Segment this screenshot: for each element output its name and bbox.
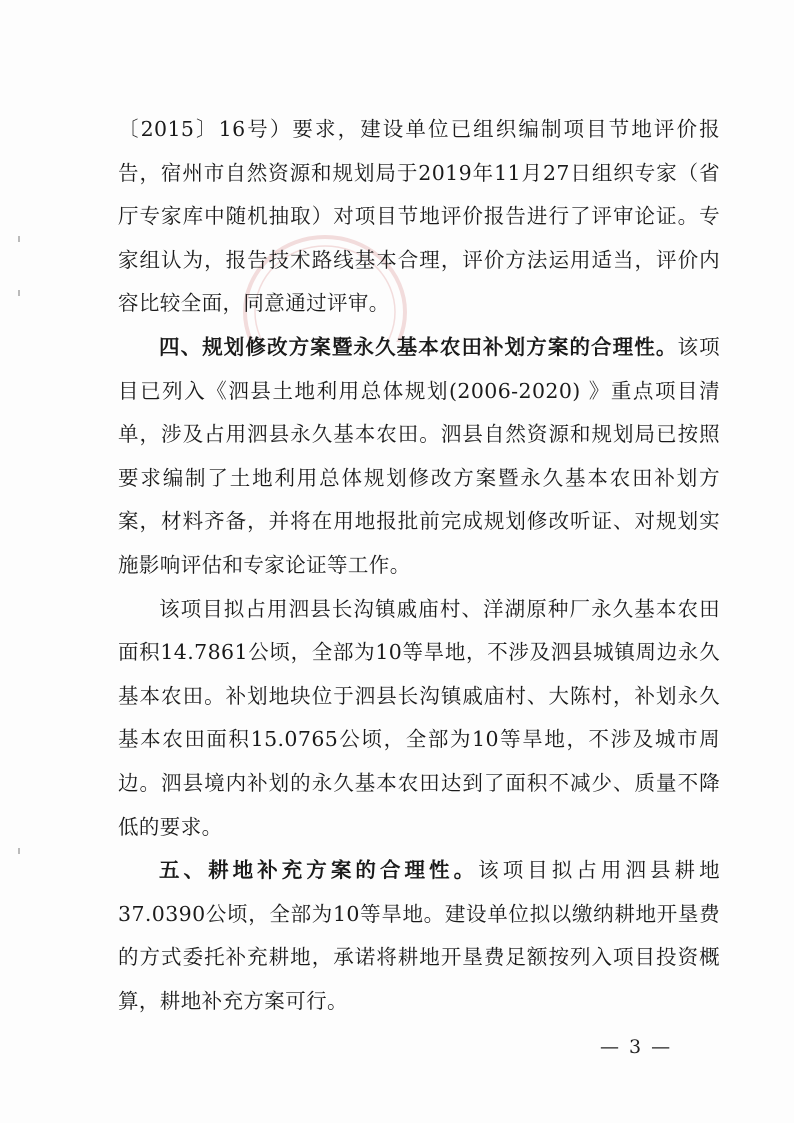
document-body [118, 108, 720, 1023]
section-heading-5: 五、耕地补充方案的合理性。 [159, 858, 479, 883]
margin-mark [18, 236, 20, 242]
margin-mark [18, 848, 20, 854]
page-number: — 3 — [600, 1036, 673, 1058]
paragraph-2 [118, 326, 720, 588]
paragraph-4 [118, 849, 720, 1023]
paragraph-3-text: 该项目拟占用泗县长沟镇戚庙村、洋湖原种厂永久基本农田面积14.7861公顷，全部为10等旱地，不涉及泗县城镇周边永久基本农田。补划地块位于泗县长沟镇戚庙村、大陈村，补划永久基本农田面积15.0765公顷，全部为10等旱地，不涉及城市周边。泗县境内补划的永久基本农田达到了面积不减少、质量不降低的要求。 [118, 596, 720, 839]
paragraph-3 [118, 588, 720, 850]
paragraph-1 [118, 108, 720, 326]
paragraph-4-text: 该项目拟占用泗县耕地37.0390公顷，全部为10等旱地。建设单位拟以缴纳耕地开垦费的方式委托补充耕地，承诺将耕地开垦费足额按列入项目投资概算，耕地补充方案可行。 [118, 858, 721, 1013]
paragraph-2-text: 该项目已列入《泗县土地利用总体规划(2006-2020) 》重点项目清单，涉及占用泗县永久基本农田。泗县自然资源和规划局已按照要求编制了土地利用总体规划修改方案暨永久基本农田补划方案，材料齐备，并将在用地报批前完成规划修改听证、对规划实施影响评估和专家论证等工作。 [118, 334, 720, 577]
section-heading-4: 四、规划修改方案暨永久基本农田补划方案的合理性。 [159, 334, 678, 359]
margin-mark [18, 290, 20, 296]
paragraph-1-text: 〔2015〕16号）要求，建设单位已组织编制项目节地评价报告，宿州市自然资源和规划局于2019年11月27日组织专家（省厅专家库中随机抽取）对项目节地评价报告进行了评审论证。专家组认为，报告技术路线基本合理，评价方法运用适当，评价内容比较全面，同意通过评审。 [118, 117, 720, 316]
